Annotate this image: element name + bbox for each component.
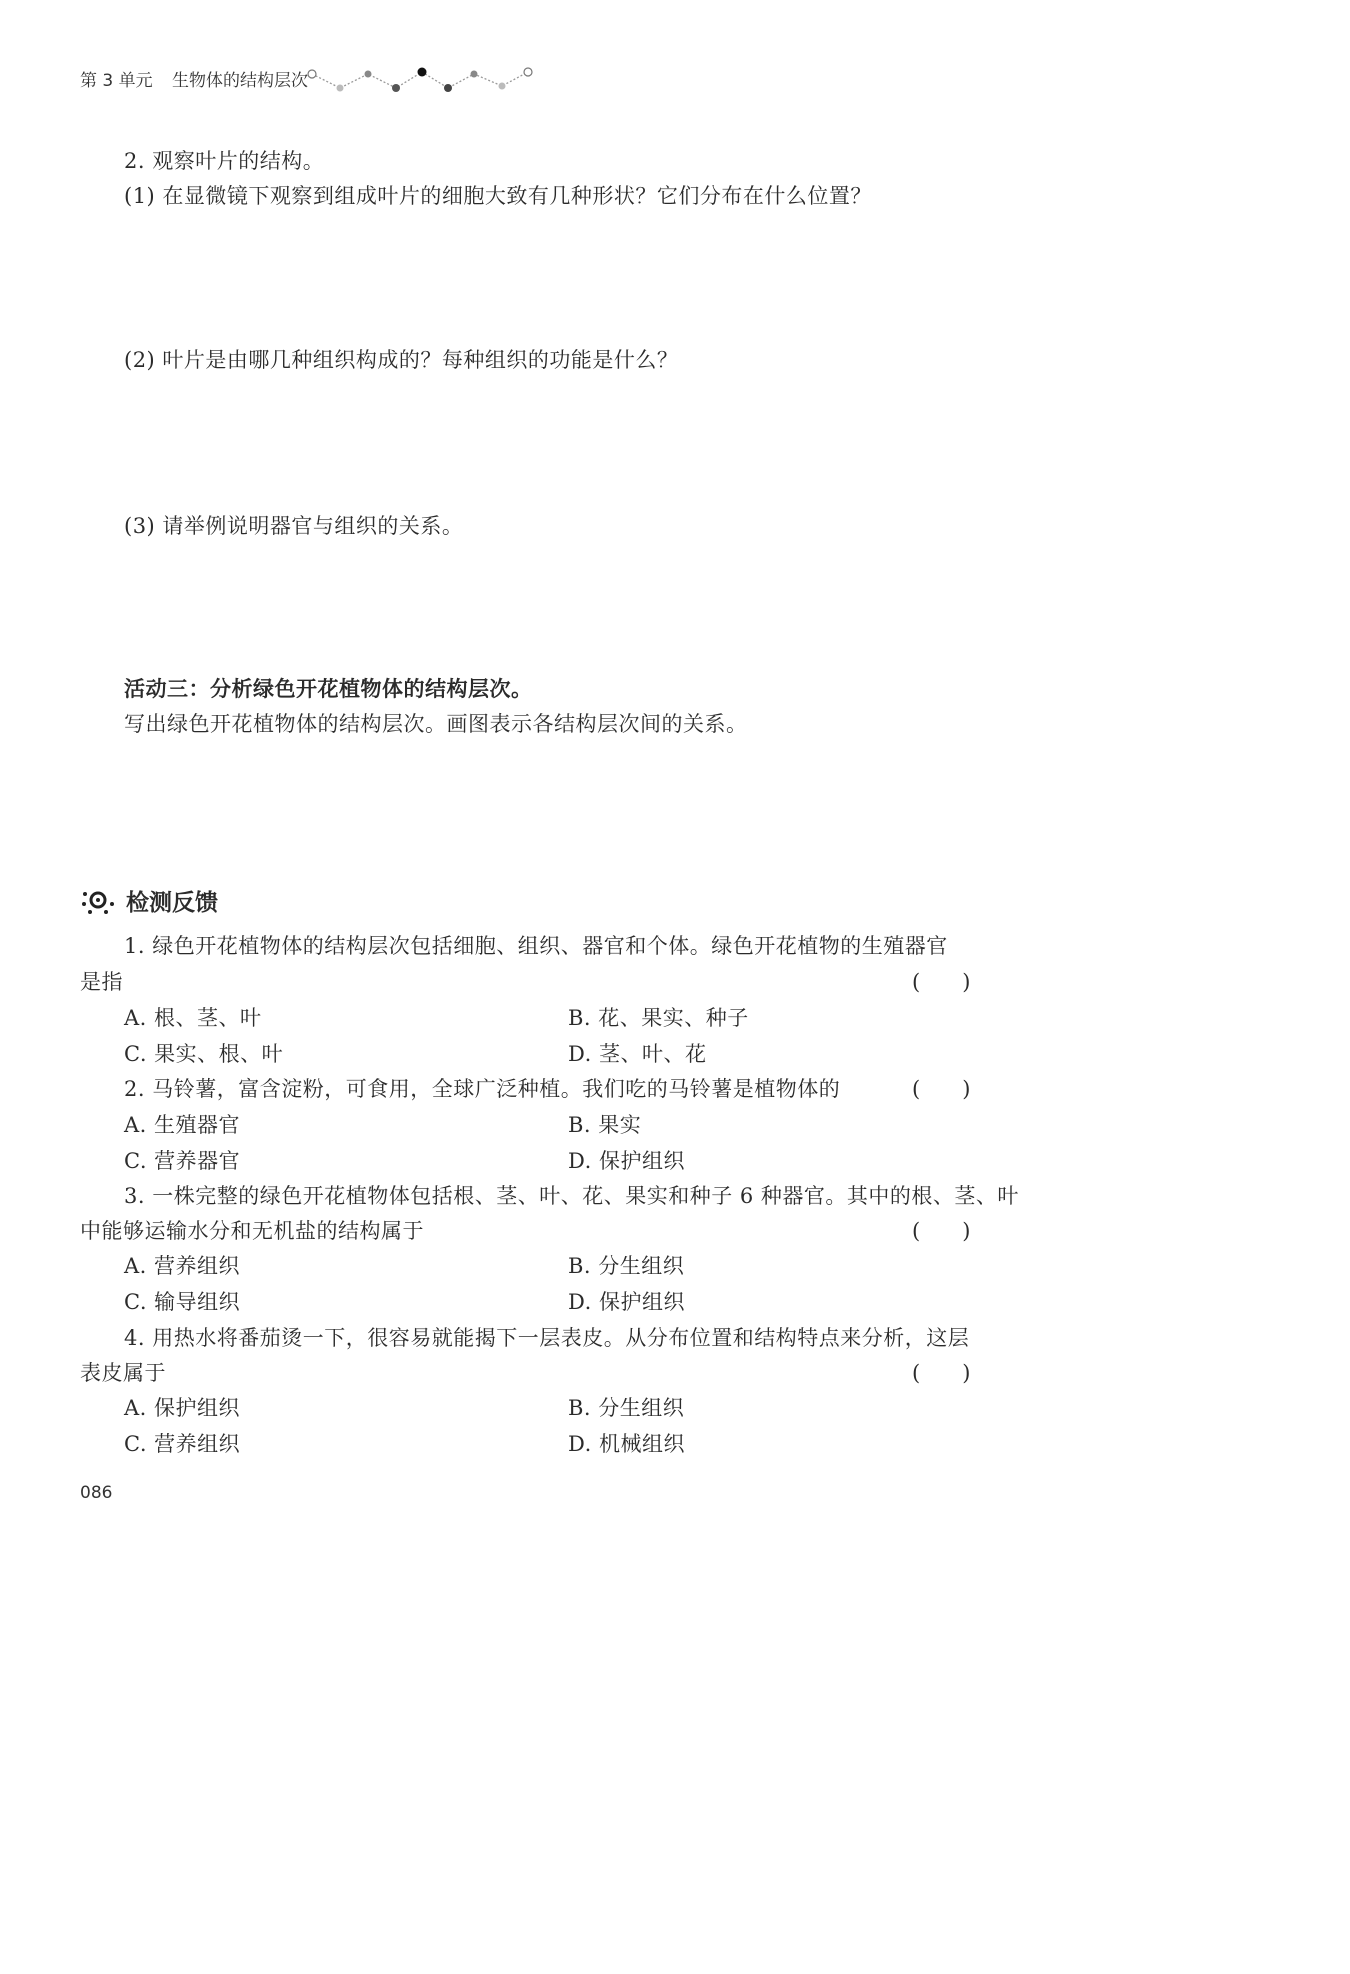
answer-blank-q4[interactable]: ( ) — [912, 1361, 971, 1385]
answer-blank-q1[interactable]: ( ) — [912, 970, 971, 994]
q3-option-a: A. 营养组织 — [124, 1254, 241, 1278]
q4-option-b: B. 分生组织 — [568, 1396, 685, 1420]
q3-option-b: B. 分生组织 — [568, 1254, 685, 1278]
feedback-section-icon — [80, 886, 120, 916]
unit-label: 第 3 单元 — [80, 71, 153, 91]
page-header — [80, 66, 308, 91]
page-number: 086 — [80, 1483, 113, 1503]
question-2-2: (2) 叶片是由哪几种组织构成的？每种组织的功能是什么？ — [124, 348, 679, 372]
question-2-title: 2. 观察叶片的结构。 — [124, 149, 325, 173]
q1-option-b: B. 花、果实、种子 — [568, 1006, 749, 1030]
q1-option-a: A. 根、茎、叶 — [124, 1006, 262, 1030]
q3-option-d: D. 保护组织 — [568, 1290, 685, 1314]
activity-3-title — [124, 673, 533, 703]
q4-option-c: C. 营养组织 — [124, 1432, 241, 1456]
feedback-q2-line1: 2. 马铃薯，富含淀粉，可食用，全球广泛种植。我们吃的马铃薯是植物体的 — [124, 1077, 841, 1101]
question-2-3: (3) 请举例说明器官与组织的关系。 — [124, 514, 464, 538]
feedback-q1-line2: 是指 — [80, 970, 123, 994]
q2-option-c: C. 营养器官 — [124, 1149, 241, 1173]
q3-option-c: C. 输导组织 — [124, 1290, 241, 1314]
q2-option-a: A. 生殖器官 — [124, 1113, 241, 1137]
question-2-1: (1) 在显微镜下观察到组成叶片的细胞大致有几种形状？它们分布在什么位置？ — [124, 184, 872, 208]
q1-option-c: C. 果实、根、叶 — [124, 1042, 284, 1066]
q2-option-b: B. 果实 — [568, 1113, 642, 1137]
feedback-q3-line1: 3. 一株完整的绿色开花植物体包括根、茎、叶、花、果实和种子 6 种器官。其中的根、茎、叶 — [124, 1184, 1019, 1208]
feedback-q3-line2: 中能够运输水分和无机盐的结构属于 — [80, 1219, 424, 1243]
feedback-heading: 检测反馈 — [126, 890, 218, 916]
q1-option-d: D. 茎、叶、花 — [568, 1042, 707, 1066]
feedback-q1-line1: 1. 绿色开花植物体的结构层次包括细胞、组织、器官和个体。绿色开花植物的生殖器官 — [124, 934, 948, 958]
q2-option-d: D. 保护组织 — [568, 1149, 685, 1173]
activity-3-label: 活动三：分析绿色开花植物体的结构层次。 — [124, 677, 533, 701]
feedback-q4-line2: 表皮属于 — [80, 1361, 166, 1385]
unit-title: 生物体的结构层次 — [172, 71, 309, 91]
feedback-q4-line1: 4. 用热水将番茄烫一下，很容易就能揭下一层表皮。从分布位置和结构特点来分析，这层 — [124, 1326, 970, 1350]
q4-option-a: A. 保护组织 — [124, 1396, 241, 1420]
answer-blank-q2[interactable]: ( ) — [912, 1077, 971, 1101]
q4-option-d: D. 机械组织 — [568, 1432, 685, 1456]
answer-blank-q3[interactable]: ( ) — [912, 1219, 971, 1243]
header-decoration-icon — [304, 62, 544, 98]
activity-3-task: 写出绿色开花植物体的结构层次。画图表示各结构层次间的关系。 — [124, 712, 748, 736]
